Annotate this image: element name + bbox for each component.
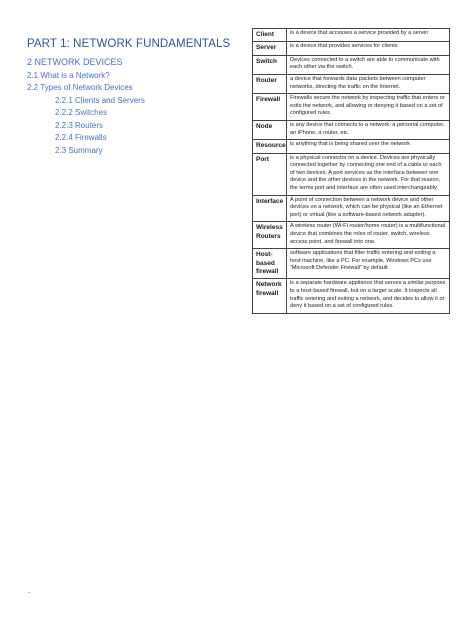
- term-cell: Server: [253, 42, 287, 55]
- toc-link-summary[interactable]: 2.3 Summary: [55, 145, 103, 155]
- term-cell: Port: [253, 153, 287, 195]
- table-row: [253, 42, 450, 55]
- toc-link-what-is-a-network[interactable]: 2.1 What is a Network?: [27, 70, 110, 80]
- definition-cell: a device that forwards data packets between computer networks, directing the traffic on the Internet.: [287, 75, 450, 94]
- term-cell: Firewall: [253, 94, 287, 121]
- table-row: [253, 75, 450, 94]
- footer-mark: -: [28, 590, 31, 597]
- table-row: [253, 249, 450, 279]
- term-cell: Wireless Routers: [253, 222, 287, 249]
- definition-cell: is a separate hardware appliance that serves a similar purpose to a host-based firewall, but on a larger scale. It inspects all traffic entering and exiting a network, and decides to allow it or deny it based on a set of configured rules.: [287, 279, 450, 313]
- table-row: [253, 153, 450, 195]
- definition-cell: is a physical connector on a device. Devices are physically connected together by connecting one end of a cable to each of two devices. A port services as the interface between one device and the other devices in the network. For that reason, the terms port and interface are often used interchangeably.: [287, 153, 450, 195]
- table-row: [253, 29, 450, 42]
- term-cell: Interface: [253, 195, 287, 222]
- table-row: [253, 120, 450, 139]
- term-cell: Host-based firewall: [253, 249, 287, 279]
- term-cell: Switch: [253, 55, 287, 74]
- table-row: [253, 279, 450, 313]
- toc-link-network-devices[interactable]: 2 NETWORK DEVICES: [27, 57, 123, 67]
- table-row: [253, 140, 450, 153]
- toc-link-firewalls[interactable]: 2.2.4 Firewalls: [55, 133, 107, 142]
- term-cell: Router: [253, 75, 287, 94]
- toc-link-clients-and-servers[interactable]: 2.2.1 Clients and Servers: [55, 95, 145, 105]
- table-row: [253, 55, 450, 74]
- definition-cell: A wireless router (Wi-Fi router/home router) is a multifunctional device that combines the roles of router, switch, wireless access point, and firewall into one.: [287, 222, 450, 249]
- term-cell: Client: [253, 29, 287, 42]
- definition-cell: Devices connected to a switch are able to communicate with each other via the switch.: [287, 55, 450, 74]
- definition-cell: is a device that provides services for clients: [287, 42, 450, 55]
- definition-cell: Firewalls secure the network by inspecting traffic that enters or exits the network, and allowing or denying it based on a set of configured rules.: [287, 94, 450, 121]
- term-cell: Node: [253, 120, 287, 139]
- definition-cell: is a device that accesses a service provided by a server: [287, 29, 450, 42]
- term-cell: Network firewall: [253, 279, 287, 313]
- definition-cell: is any device that connects to a network: a personal computer, an iPhone, a router, etc.: [287, 120, 450, 139]
- toc-link-switches[interactable]: 2.2.2 Switches: [55, 108, 108, 117]
- table-row: [253, 195, 450, 222]
- glossary-table: [252, 28, 450, 314]
- toc-link-routers[interactable]: 2.2.3 Routers: [55, 120, 104, 130]
- definition-cell: is anything that is being shared over the network: [287, 140, 450, 153]
- definition-cell: software applications that filter traffic entering and exiting a host machine, like a PC. For example, Windows PCs use “Microsoft Defender Firewall” by default: [287, 249, 450, 279]
- toc-title: PART 1: NETWORK FUNDAMENTALS: [27, 38, 231, 50]
- term-cell: Resource: [253, 140, 287, 153]
- toc-link-types-of-network-devices[interactable]: 2.2 Types of Network Devices: [27, 83, 133, 92]
- definition-cell: A point of connection between a network device and other devices on a network, which can be physical (like an Ethernet port) or virtual (like a software-based network adapter).: [287, 195, 450, 222]
- table-row: [253, 222, 450, 249]
- table-of-contents: [27, 38, 242, 157]
- table-row: [253, 94, 450, 121]
